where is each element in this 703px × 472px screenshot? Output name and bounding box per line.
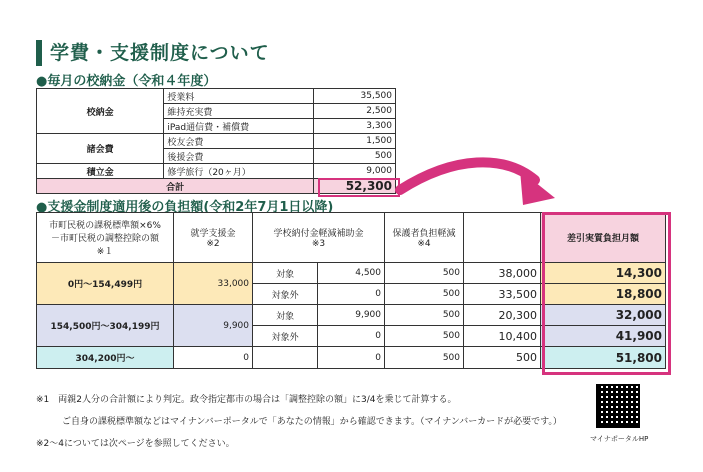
- header-hogo: [385, 213, 464, 263]
- hogo-value: 500: [385, 284, 464, 305]
- fee-item: 授業料: [164, 89, 314, 104]
- shien-value: 0: [174, 347, 253, 369]
- header-text: －市町民税の調整控除の額: [50, 234, 159, 244]
- arrow-icon: [395, 150, 565, 220]
- qr-label: マイナポータルHP: [590, 435, 649, 443]
- subtotal-value: 500: [464, 347, 541, 369]
- target-label: 対象外: [253, 326, 318, 347]
- header-hojo: [253, 213, 385, 263]
- fees-group-head: 積立金: [37, 164, 164, 179]
- header-text: ※4: [417, 239, 431, 249]
- shien-value: 33,000: [174, 263, 253, 305]
- page-title: 学費・支援制度について: [50, 42, 270, 64]
- header-tax-base: [37, 213, 174, 263]
- hojo-value: 9,900: [318, 305, 385, 326]
- hogo-value: 500: [385, 347, 464, 369]
- target-label: 対象外: [253, 284, 318, 305]
- subtotal-value: 33,500: [464, 284, 541, 305]
- hogo-value: 500: [385, 263, 464, 284]
- net-value: 41,900: [541, 326, 666, 347]
- note-1: ※1 両親2人分の合計額により判定。政令指定都市の場合は「調整控除の額」に3/4を乗じて計算する。: [36, 395, 457, 405]
- hogo-value: 500: [385, 305, 464, 326]
- header-text: ※3: [311, 239, 326, 249]
- hojo-value: 0: [318, 284, 385, 305]
- total-highlight-box: [318, 178, 400, 197]
- header-text: 市町民税の課税標準額×6%: [49, 221, 161, 231]
- section-heading-fees: ●毎月の校納金（令和４年度）: [36, 74, 217, 89]
- fees-total-label: 合計: [37, 179, 314, 194]
- note-2: ご自身の課税標準額などはマイナンバーポータルで「あなたの情報」から確認できます。（マイナンバーカードが必要です。）: [62, 417, 562, 427]
- header-text: 就学支援金: [190, 229, 236, 239]
- header-text: 保護者負担軽減: [392, 229, 456, 239]
- hojo-value: 4,500: [318, 263, 385, 284]
- fee-value: 9,000: [314, 164, 396, 179]
- net-value: 32,000: [541, 305, 666, 326]
- shien-value: 9,900: [174, 305, 253, 347]
- income-band: 154,500円～304,199円: [37, 305, 174, 347]
- fee-value: 500: [314, 149, 396, 164]
- fees-total-value: 52,300: [314, 179, 396, 194]
- section-heading-support: ●支援金制度適用後の負担額(令和2年7月1日以降): [36, 200, 334, 215]
- fees-group-head: 諸会費: [37, 134, 164, 164]
- income-band: 304,200円～: [37, 347, 174, 369]
- income-band: 0円～154,499円: [37, 263, 174, 305]
- header-blank: [464, 213, 541, 263]
- title-bar: [36, 40, 42, 66]
- fee-item: 校友会費: [164, 134, 314, 149]
- header-net: 差引実質負担月額: [541, 213, 666, 263]
- fee-value: 35,500: [314, 89, 396, 104]
- fee-value: 3,300: [314, 119, 396, 134]
- qr-code-icon: [596, 384, 640, 428]
- header-text: ※2: [206, 239, 220, 249]
- support-table: [36, 212, 666, 369]
- hojo-value: 0: [318, 347, 385, 369]
- fee-item: 後援会費: [164, 149, 314, 164]
- target-label: 対象: [253, 263, 318, 284]
- fee-value: 1,500: [314, 134, 396, 149]
- header-text: 学校納付金軽減補助金: [273, 229, 364, 239]
- target-label: 対象: [253, 305, 318, 326]
- fees-group-head: 校納金: [37, 89, 164, 134]
- fee-item: iPad通信費・補償費: [164, 119, 314, 134]
- net-value: 14,300: [541, 263, 666, 284]
- subtotal-value: 20,300: [464, 305, 541, 326]
- target-label-empty: [253, 347, 318, 369]
- subtotal-value: 38,000: [464, 263, 541, 284]
- hojo-value: 0: [318, 326, 385, 347]
- subtotal-value: 10,400: [464, 326, 541, 347]
- fee-item: 修学旅行（20ヶ月）: [164, 164, 314, 179]
- note-3: ※2～4については次ページを参照してください。: [36, 439, 235, 449]
- header-text: ※１: [96, 247, 114, 257]
- header-shien: [174, 213, 253, 263]
- hogo-value: 500: [385, 326, 464, 347]
- net-value: 51,800: [541, 347, 666, 369]
- fee-value: 2,500: [314, 104, 396, 119]
- net-value: 18,800: [541, 284, 666, 305]
- fee-item: 維持充実費: [164, 104, 314, 119]
